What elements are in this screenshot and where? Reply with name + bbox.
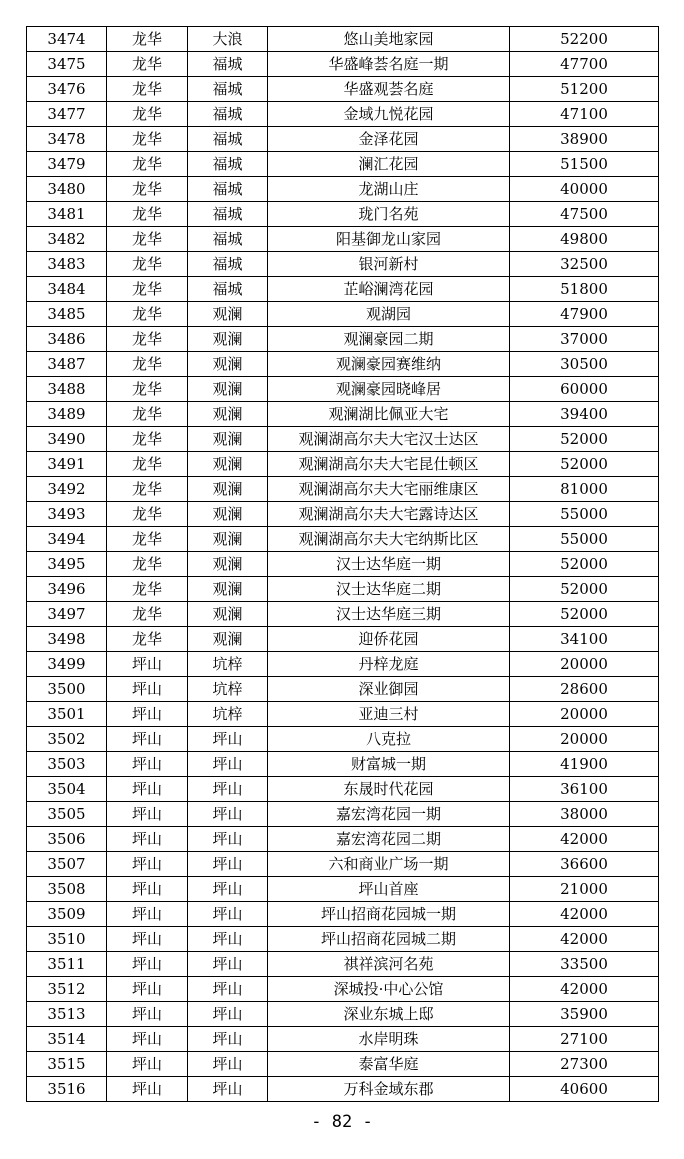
price-cell: 21000 bbox=[510, 877, 659, 902]
estate-name-cell: 银河新村 bbox=[268, 252, 510, 277]
table-row bbox=[27, 777, 659, 802]
row-id-cell: 3499 bbox=[27, 652, 107, 677]
district-cell: 坪山 bbox=[107, 852, 188, 877]
price-cell: 51200 bbox=[510, 77, 659, 102]
district-cell: 坪山 bbox=[107, 827, 188, 852]
district-cell: 龙华 bbox=[107, 52, 188, 77]
subdistrict-cell: 坪山 bbox=[188, 1027, 268, 1052]
price-cell: 51800 bbox=[510, 277, 659, 302]
subdistrict-cell: 福城 bbox=[188, 127, 268, 152]
district-cell: 龙华 bbox=[107, 327, 188, 352]
district-cell: 坪山 bbox=[107, 1027, 188, 1052]
price-cell: 40000 bbox=[510, 177, 659, 202]
price-cell: 20000 bbox=[510, 652, 659, 677]
subdistrict-cell: 观澜 bbox=[188, 577, 268, 602]
district-cell: 龙华 bbox=[107, 152, 188, 177]
row-id-cell: 3514 bbox=[27, 1027, 107, 1052]
row-id-cell: 3511 bbox=[27, 952, 107, 977]
district-cell: 龙华 bbox=[107, 377, 188, 402]
row-id-cell: 3503 bbox=[27, 752, 107, 777]
district-cell: 龙华 bbox=[107, 102, 188, 127]
row-id-cell: 3487 bbox=[27, 352, 107, 377]
district-cell: 龙华 bbox=[107, 452, 188, 477]
subdistrict-cell: 福城 bbox=[188, 252, 268, 277]
table-row bbox=[27, 1002, 659, 1027]
subdistrict-cell: 福城 bbox=[188, 102, 268, 127]
table-row bbox=[27, 1027, 659, 1052]
row-id-cell: 3481 bbox=[27, 202, 107, 227]
table-row bbox=[27, 677, 659, 702]
subdistrict-cell: 坪山 bbox=[188, 827, 268, 852]
district-cell: 坪山 bbox=[107, 677, 188, 702]
table-row bbox=[27, 1077, 659, 1102]
row-id-cell: 3489 bbox=[27, 402, 107, 427]
price-cell: 20000 bbox=[510, 727, 659, 752]
row-id-cell: 3474 bbox=[27, 27, 107, 52]
row-id-cell: 3512 bbox=[27, 977, 107, 1002]
table-row bbox=[27, 352, 659, 377]
row-id-cell: 3504 bbox=[27, 777, 107, 802]
subdistrict-cell: 观澜 bbox=[188, 452, 268, 477]
estate-name-cell: 观澜湖高尔夫大宅昆仕顿区 bbox=[268, 452, 510, 477]
district-cell: 坪山 bbox=[107, 727, 188, 752]
subdistrict-cell: 观澜 bbox=[188, 402, 268, 427]
row-id-cell: 3478 bbox=[27, 127, 107, 152]
table-row bbox=[27, 877, 659, 902]
subdistrict-cell: 观澜 bbox=[188, 427, 268, 452]
estate-name-cell: 深城投·中心公馆 bbox=[268, 977, 510, 1002]
subdistrict-cell: 观澜 bbox=[188, 552, 268, 577]
price-cell: 40600 bbox=[510, 1077, 659, 1102]
price-cell: 52000 bbox=[510, 602, 659, 627]
price-cell: 60000 bbox=[510, 377, 659, 402]
estate-name-cell: 万科金域东郡 bbox=[268, 1077, 510, 1102]
district-cell: 龙华 bbox=[107, 277, 188, 302]
row-id-cell: 3494 bbox=[27, 527, 107, 552]
subdistrict-cell: 坪山 bbox=[188, 877, 268, 902]
price-cell: 30500 bbox=[510, 352, 659, 377]
estate-name-cell: 华盛观荟名庭 bbox=[268, 77, 510, 102]
price-cell: 27300 bbox=[510, 1052, 659, 1077]
estate-name-cell: 金泽花园 bbox=[268, 127, 510, 152]
price-cell: 27100 bbox=[510, 1027, 659, 1052]
district-cell: 坪山 bbox=[107, 752, 188, 777]
price-cell: 38000 bbox=[510, 802, 659, 827]
district-cell: 坪山 bbox=[107, 952, 188, 977]
estate-name-cell: 观澜豪园二期 bbox=[268, 327, 510, 352]
price-cell: 47500 bbox=[510, 202, 659, 227]
district-cell: 坪山 bbox=[107, 877, 188, 902]
subdistrict-cell: 观澜 bbox=[188, 602, 268, 627]
estate-name-cell: 八克拉 bbox=[268, 727, 510, 752]
estate-name-cell: 澜汇花园 bbox=[268, 152, 510, 177]
subdistrict-cell: 观澜 bbox=[188, 477, 268, 502]
subdistrict-cell: 坪山 bbox=[188, 802, 268, 827]
subdistrict-cell: 坪山 bbox=[188, 1052, 268, 1077]
district-cell: 坪山 bbox=[107, 927, 188, 952]
table-row bbox=[27, 852, 659, 877]
row-id-cell: 3485 bbox=[27, 302, 107, 327]
table-row bbox=[27, 452, 659, 477]
table-row bbox=[27, 152, 659, 177]
estate-name-cell: 珑门名苑 bbox=[268, 202, 510, 227]
row-id-cell: 3476 bbox=[27, 77, 107, 102]
district-cell: 龙华 bbox=[107, 302, 188, 327]
subdistrict-cell: 坪山 bbox=[188, 977, 268, 1002]
district-cell: 龙华 bbox=[107, 177, 188, 202]
row-id-cell: 3507 bbox=[27, 852, 107, 877]
district-cell: 坪山 bbox=[107, 702, 188, 727]
row-id-cell: 3515 bbox=[27, 1052, 107, 1077]
district-cell: 坪山 bbox=[107, 802, 188, 827]
subdistrict-cell: 观澜 bbox=[188, 302, 268, 327]
district-cell: 坪山 bbox=[107, 1002, 188, 1027]
subdistrict-cell: 观澜 bbox=[188, 627, 268, 652]
table-row bbox=[27, 977, 659, 1002]
price-cell: 42000 bbox=[510, 927, 659, 952]
subdistrict-cell: 福城 bbox=[188, 277, 268, 302]
estate-name-cell: 深业东城上邸 bbox=[268, 1002, 510, 1027]
district-cell: 龙华 bbox=[107, 502, 188, 527]
district-cell: 坪山 bbox=[107, 777, 188, 802]
table-row bbox=[27, 27, 659, 52]
row-id-cell: 3508 bbox=[27, 877, 107, 902]
row-id-cell: 3500 bbox=[27, 677, 107, 702]
table-row bbox=[27, 127, 659, 152]
price-cell: 55000 bbox=[510, 502, 659, 527]
subdistrict-cell: 福城 bbox=[188, 202, 268, 227]
estate-name-cell: 观澜湖高尔夫大宅汉士达区 bbox=[268, 427, 510, 452]
district-cell: 坪山 bbox=[107, 1052, 188, 1077]
subdistrict-cell: 坪山 bbox=[188, 727, 268, 752]
price-cell: 33500 bbox=[510, 952, 659, 977]
subdistrict-cell: 观澜 bbox=[188, 352, 268, 377]
subdistrict-cell: 观澜 bbox=[188, 502, 268, 527]
table-row bbox=[27, 527, 659, 552]
estate-name-cell: 水岸明珠 bbox=[268, 1027, 510, 1052]
price-cell: 81000 bbox=[510, 477, 659, 502]
subdistrict-cell: 坪山 bbox=[188, 902, 268, 927]
estate-name-cell: 汉士达华庭三期 bbox=[268, 602, 510, 627]
table-row bbox=[27, 277, 659, 302]
estate-name-cell: 观澜湖比佩亚大宅 bbox=[268, 402, 510, 427]
subdistrict-cell: 观澜 bbox=[188, 327, 268, 352]
subdistrict-cell: 福城 bbox=[188, 177, 268, 202]
district-cell: 坪山 bbox=[107, 902, 188, 927]
price-cell: 42000 bbox=[510, 827, 659, 852]
district-cell: 坪山 bbox=[107, 652, 188, 677]
price-cell: 52200 bbox=[510, 27, 659, 52]
row-id-cell: 3491 bbox=[27, 452, 107, 477]
estate-name-cell: 阳基御龙山家园 bbox=[268, 227, 510, 252]
estate-name-cell: 金域九悦花园 bbox=[268, 102, 510, 127]
district-cell: 龙华 bbox=[107, 127, 188, 152]
table-row bbox=[27, 202, 659, 227]
table-row bbox=[27, 902, 659, 927]
subdistrict-cell: 福城 bbox=[188, 52, 268, 77]
table-row bbox=[27, 77, 659, 102]
subdistrict-cell: 坪山 bbox=[188, 777, 268, 802]
district-cell: 龙华 bbox=[107, 602, 188, 627]
estate-name-cell: 观澜豪园赛维纳 bbox=[268, 352, 510, 377]
table-row bbox=[27, 252, 659, 277]
price-cell: 47100 bbox=[510, 102, 659, 127]
estate-name-cell: 观澜湖高尔夫大宅丽维康区 bbox=[268, 477, 510, 502]
district-cell: 龙华 bbox=[107, 27, 188, 52]
row-id-cell: 3480 bbox=[27, 177, 107, 202]
estate-name-cell: 迎侨花园 bbox=[268, 627, 510, 652]
estate-name-cell: 观澜豪园晓峰居 bbox=[268, 377, 510, 402]
estate-name-cell: 龙湖山庄 bbox=[268, 177, 510, 202]
row-id-cell: 3486 bbox=[27, 327, 107, 352]
row-id-cell: 3483 bbox=[27, 252, 107, 277]
district-cell: 龙华 bbox=[107, 77, 188, 102]
price-cell: 34100 bbox=[510, 627, 659, 652]
estate-name-cell: 观澜湖高尔夫大宅纳斯比区 bbox=[268, 527, 510, 552]
price-cell: 52000 bbox=[510, 427, 659, 452]
table-row bbox=[27, 52, 659, 77]
row-id-cell: 3513 bbox=[27, 1002, 107, 1027]
table-row bbox=[27, 752, 659, 777]
row-id-cell: 3505 bbox=[27, 802, 107, 827]
table-row bbox=[27, 727, 659, 752]
price-cell: 55000 bbox=[510, 527, 659, 552]
district-cell: 坪山 bbox=[107, 977, 188, 1002]
price-table bbox=[26, 26, 659, 1102]
subdistrict-cell: 坪山 bbox=[188, 952, 268, 977]
district-cell: 坪山 bbox=[107, 1077, 188, 1102]
row-id-cell: 3496 bbox=[27, 577, 107, 602]
table-row bbox=[27, 502, 659, 527]
row-id-cell: 3497 bbox=[27, 602, 107, 627]
estate-name-cell: 亚迪三村 bbox=[268, 702, 510, 727]
price-cell: 42000 bbox=[510, 902, 659, 927]
subdistrict-cell: 观澜 bbox=[188, 377, 268, 402]
subdistrict-cell: 坪山 bbox=[188, 1002, 268, 1027]
price-cell: 49800 bbox=[510, 227, 659, 252]
district-cell: 龙华 bbox=[107, 252, 188, 277]
subdistrict-cell: 坪山 bbox=[188, 852, 268, 877]
estate-name-cell: 六和商业广场一期 bbox=[268, 852, 510, 877]
district-cell: 龙华 bbox=[107, 627, 188, 652]
district-cell: 龙华 bbox=[107, 477, 188, 502]
estate-name-cell: 嘉宏湾花园二期 bbox=[268, 827, 510, 852]
price-cell: 47700 bbox=[510, 52, 659, 77]
price-cell: 28600 bbox=[510, 677, 659, 702]
row-id-cell: 3493 bbox=[27, 502, 107, 527]
estate-name-cell: 丹梓龙庭 bbox=[268, 652, 510, 677]
estate-name-cell: 嘉宏湾花园一期 bbox=[268, 802, 510, 827]
table-row bbox=[27, 1052, 659, 1077]
price-cell: 36600 bbox=[510, 852, 659, 877]
price-cell: 36100 bbox=[510, 777, 659, 802]
subdistrict-cell: 坪山 bbox=[188, 1077, 268, 1102]
district-cell: 龙华 bbox=[107, 527, 188, 552]
estate-name-cell: 坪山招商花园城一期 bbox=[268, 902, 510, 927]
row-id-cell: 3479 bbox=[27, 152, 107, 177]
estate-name-cell: 悠山美地家园 bbox=[268, 27, 510, 52]
subdistrict-cell: 坑梓 bbox=[188, 652, 268, 677]
row-id-cell: 3502 bbox=[27, 727, 107, 752]
estate-name-cell: 东晟时代花园 bbox=[268, 777, 510, 802]
row-id-cell: 3510 bbox=[27, 927, 107, 952]
subdistrict-cell: 福城 bbox=[188, 227, 268, 252]
estate-name-cell: 芷峪澜湾花园 bbox=[268, 277, 510, 302]
table-row bbox=[27, 477, 659, 502]
row-id-cell: 3482 bbox=[27, 227, 107, 252]
table-row bbox=[27, 227, 659, 252]
table-row bbox=[27, 652, 659, 677]
subdistrict-cell: 大浪 bbox=[188, 27, 268, 52]
estate-name-cell: 坪山招商花园城二期 bbox=[268, 927, 510, 952]
price-cell: 41900 bbox=[510, 752, 659, 777]
table-row bbox=[27, 377, 659, 402]
subdistrict-cell: 福城 bbox=[188, 152, 268, 177]
district-cell: 龙华 bbox=[107, 427, 188, 452]
table-row bbox=[27, 802, 659, 827]
subdistrict-cell: 坪山 bbox=[188, 927, 268, 952]
price-cell: 35900 bbox=[510, 1002, 659, 1027]
row-id-cell: 3490 bbox=[27, 427, 107, 452]
subdistrict-cell: 福城 bbox=[188, 77, 268, 102]
row-id-cell: 3516 bbox=[27, 1077, 107, 1102]
district-cell: 龙华 bbox=[107, 402, 188, 427]
price-cell: 42000 bbox=[510, 977, 659, 1002]
table-row bbox=[27, 552, 659, 577]
row-id-cell: 3495 bbox=[27, 552, 107, 577]
district-cell: 龙华 bbox=[107, 552, 188, 577]
row-id-cell: 3498 bbox=[27, 627, 107, 652]
price-cell: 20000 bbox=[510, 702, 659, 727]
estate-name-cell: 祺祥滨河名苑 bbox=[268, 952, 510, 977]
subdistrict-cell: 观澜 bbox=[188, 527, 268, 552]
row-id-cell: 3475 bbox=[27, 52, 107, 77]
price-cell: 47900 bbox=[510, 302, 659, 327]
table-row bbox=[27, 577, 659, 602]
table-body bbox=[27, 27, 659, 1102]
district-cell: 龙华 bbox=[107, 352, 188, 377]
row-id-cell: 3506 bbox=[27, 827, 107, 852]
estate-name-cell: 坪山首座 bbox=[268, 877, 510, 902]
estate-name-cell: 观澜湖高尔夫大宅露诗达区 bbox=[268, 502, 510, 527]
estate-name-cell: 深业御园 bbox=[268, 677, 510, 702]
row-id-cell: 3484 bbox=[27, 277, 107, 302]
estate-name-cell: 观湖园 bbox=[268, 302, 510, 327]
district-cell: 龙华 bbox=[107, 202, 188, 227]
price-cell: 52000 bbox=[510, 552, 659, 577]
row-id-cell: 3477 bbox=[27, 102, 107, 127]
table-row bbox=[27, 177, 659, 202]
price-cell: 32500 bbox=[510, 252, 659, 277]
subdistrict-cell: 坑梓 bbox=[188, 702, 268, 727]
price-cell: 52000 bbox=[510, 577, 659, 602]
table-row bbox=[27, 327, 659, 352]
subdistrict-cell: 坑梓 bbox=[188, 677, 268, 702]
table-row bbox=[27, 302, 659, 327]
row-id-cell: 3501 bbox=[27, 702, 107, 727]
table-row bbox=[27, 402, 659, 427]
estate-name-cell: 华盛峰荟名庭一期 bbox=[268, 52, 510, 77]
district-cell: 龙华 bbox=[107, 577, 188, 602]
estate-name-cell: 财富城一期 bbox=[268, 752, 510, 777]
price-cell: 39400 bbox=[510, 402, 659, 427]
table-row bbox=[27, 927, 659, 952]
price-cell: 51500 bbox=[510, 152, 659, 177]
row-id-cell: 3509 bbox=[27, 902, 107, 927]
district-cell: 龙华 bbox=[107, 227, 188, 252]
price-cell: 38900 bbox=[510, 127, 659, 152]
subdistrict-cell: 坪山 bbox=[188, 752, 268, 777]
table-row bbox=[27, 602, 659, 627]
table-row bbox=[27, 827, 659, 852]
price-cell: 52000 bbox=[510, 452, 659, 477]
table-row bbox=[27, 627, 659, 652]
estate-name-cell: 汉士达华庭二期 bbox=[268, 577, 510, 602]
row-id-cell: 3488 bbox=[27, 377, 107, 402]
estate-name-cell: 泰富华庭 bbox=[268, 1052, 510, 1077]
table-row bbox=[27, 952, 659, 977]
table-row bbox=[27, 702, 659, 727]
table-row bbox=[27, 102, 659, 127]
price-cell: 37000 bbox=[510, 327, 659, 352]
row-id-cell: 3492 bbox=[27, 477, 107, 502]
table-row bbox=[27, 427, 659, 452]
page-number: - 82 - bbox=[311, 1112, 373, 1132]
estate-name-cell: 汉士达华庭一期 bbox=[268, 552, 510, 577]
